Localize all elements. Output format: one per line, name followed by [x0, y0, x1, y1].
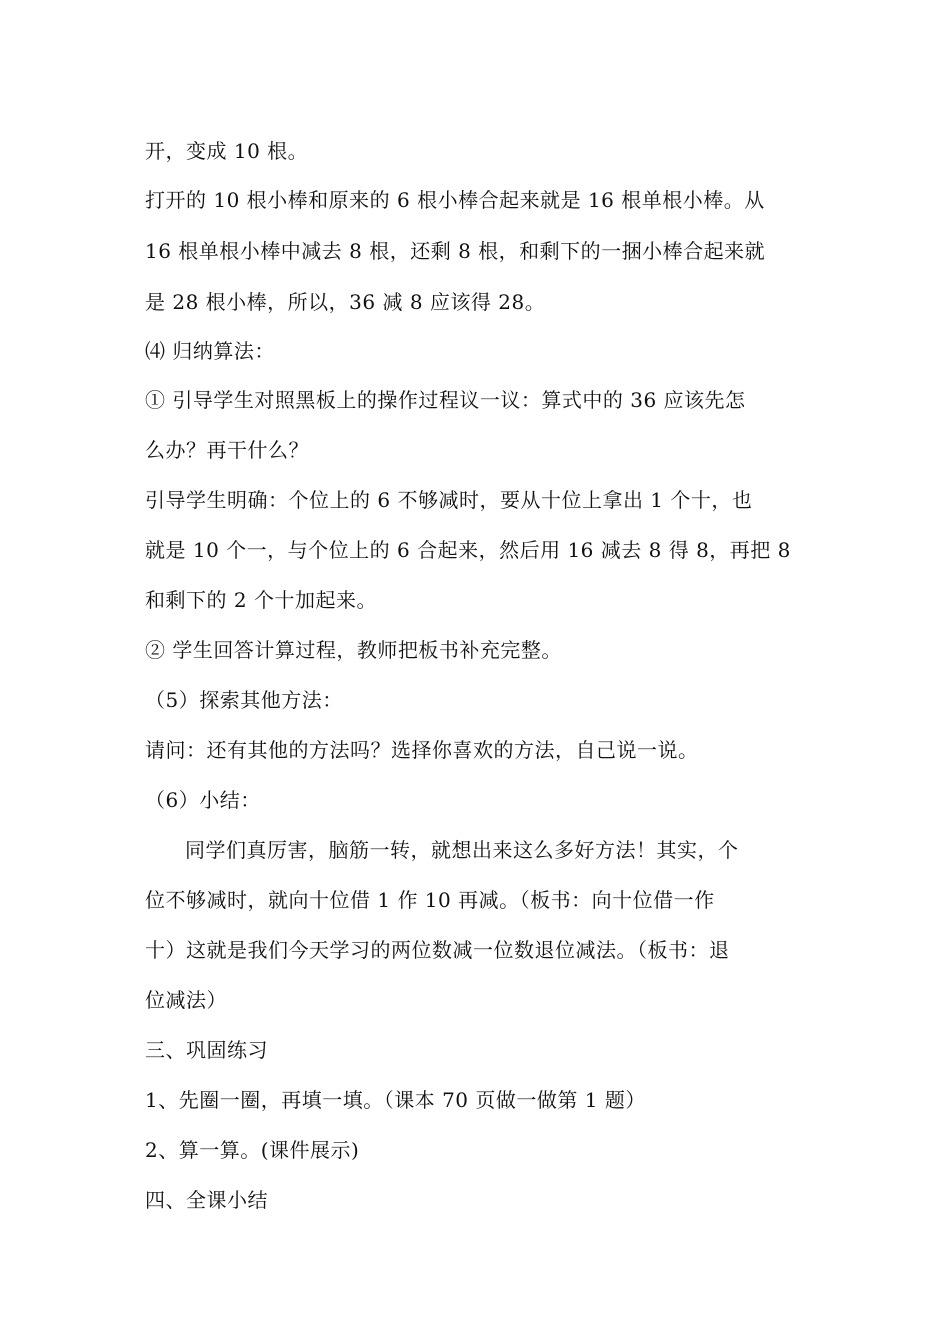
text-line: ① 引导学生对照黑板上的操作过程议一议：算式中的 36 应该先怎 — [145, 388, 746, 412]
text-line: 是 28 根小棒，所以，36 减 8 应该得 28。 — [145, 290, 546, 314]
section-heading: （5）探索其他方法： — [145, 688, 343, 712]
text-line: ② 学生回答计算过程，教师把板书补充完整。 — [145, 638, 562, 662]
text-line: 开，变成 10 根。 — [145, 139, 309, 163]
text-line: 位不够减时，就向十位借 1 作 10 再减。（板书：向十位借一作 — [145, 888, 715, 912]
section-heading: ⑷ 归纳算法： — [145, 339, 275, 363]
text-line: 么办？再干什么？ — [145, 438, 309, 462]
text-line: 十）这就是我们今天学习的两位数减一位数退位减法。（板书：退 — [145, 938, 730, 962]
text-line: 就是 10 个一，与个位上的 6 合起来，然后用 16 减去 8 得 8，再把 8 — [145, 538, 791, 562]
text-line: 和剩下的 2 个十加起来。 — [145, 588, 377, 612]
text-line: 引导学生明确：个位上的 6 不够减时，要从十位上拿出 1 个十，也 — [145, 488, 753, 512]
text-line: 2、算一算。(课件展示) — [145, 1138, 360, 1162]
text-line: 请问：还有其他的方法吗？选择你喜欢的方法，自己说一说。 — [145, 738, 699, 762]
section-heading: 四、全课小结 — [145, 1188, 268, 1212]
text-line: 16 根单根小棒中减去 8 根，还剩 8 根，和剩下的一捆小棒合起来就 — [145, 239, 766, 263]
text-line: 打开的 10 根小棒和原来的 6 根小棒合起来就是 16 根单根小棒。从 — [145, 188, 765, 212]
text-line: 1、先圈一圈，再填一填。（课本 70 页做一做第 1 题） — [145, 1088, 646, 1112]
text-line: 同学们真厉害，脑筋一转，就想出来这么多好方法！其实，个 — [185, 838, 739, 862]
section-heading: （6）小结： — [145, 788, 261, 812]
section-heading: 三、巩固练习 — [145, 1038, 268, 1062]
text-line: 位减法） — [145, 988, 227, 1012]
